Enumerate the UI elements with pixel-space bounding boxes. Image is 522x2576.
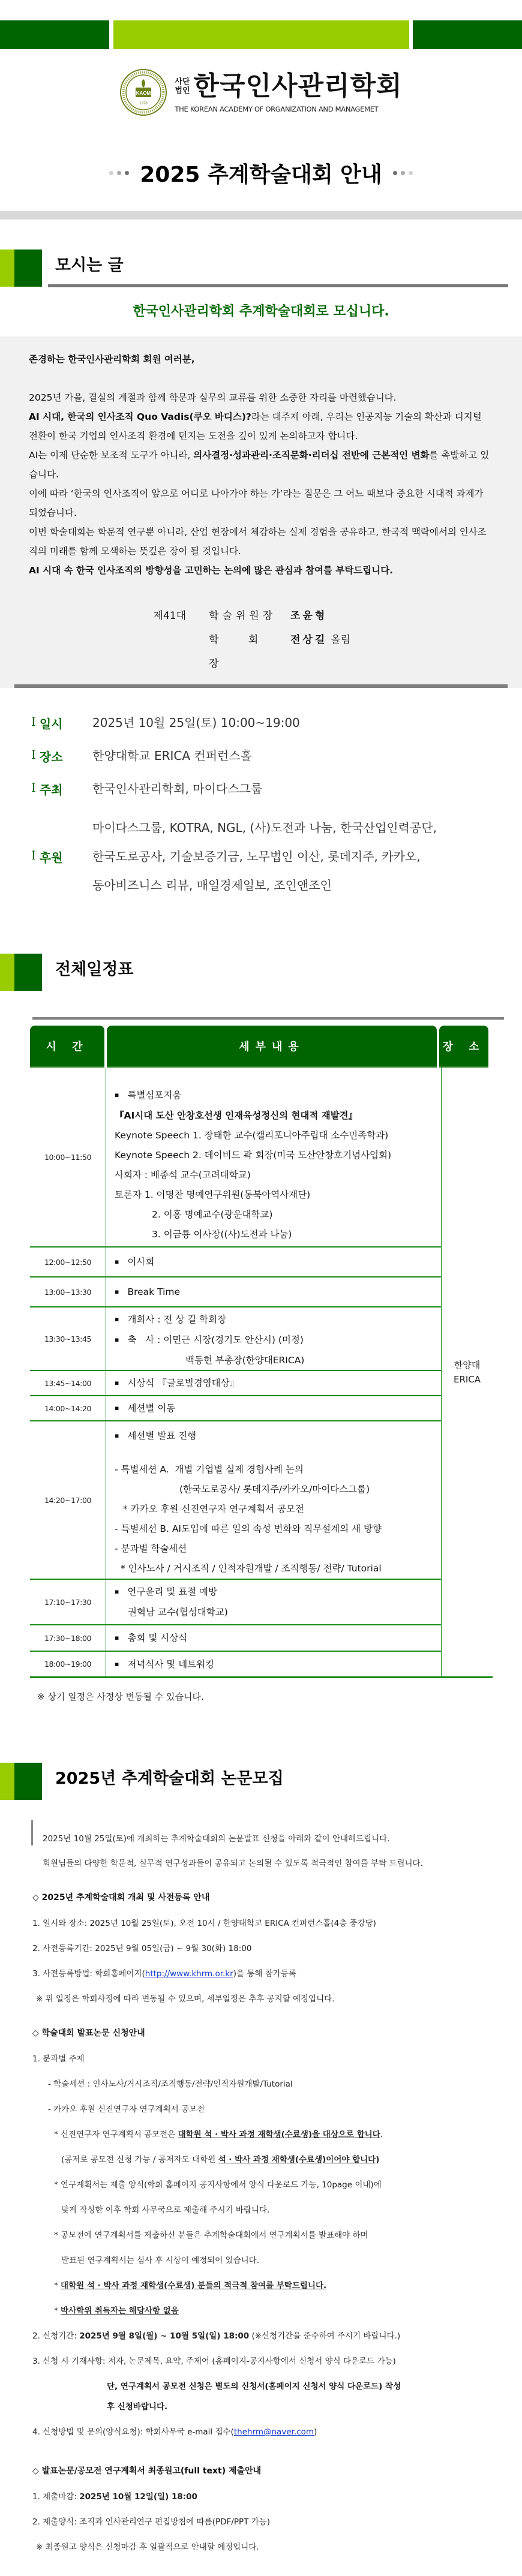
signature: 제41대 학술위원장 조윤형 학 회 장 전상길 올림: [153, 610, 351, 670]
subheading: ◇ 발표논문/공모전 연구계획서 최종원고(full text) 제출안내: [32, 2466, 262, 2476]
invitation-letter: [0, 336, 522, 688]
cfp-details: ◇ 2025년 추계학술대회 개최 및 사전등록 안내 1. 일시와 장소: 2025년 10월 25일(토), 오전 10시 / 한양대학교 ERICA 컨퍼런스홀(4층 중강당) 2. 사전등록기간: 2025년 9월 05일(금) ~ 9월 30(화) 18:00 3. 사전등록방법: 학회홈페이지(http://www.khrm.or.kr)을 통해 참가등록 ※ 위 일정은 학회사정에 따라 변동될 수 있으며, 세부일정은 추후 공지할 예정입니다. ◇ 학술대회 발표논문 신청안내 1. 분과별 주제 - 학술세션 : 인사노사/거시조직/조직행동/전략/인적자원개발/Tutorial - 카카오 후원 신진연구자 연구계획서 공모전 * 신진연구자 연구계획서 공모전은 대학원 석 · 박사 과정 재학생(수료생)을 대상으로 합니다. (공저로 공모전 신청 가능 / 공저자도 대학원 석 · 박사 과정 재학생(수료생)이어야 합니다) * 연구계획서는 제출 양식(학회 홈페이지 공지사항에서 양식 다운로드 가능, 10page 이내)에 맞게 작성한 이후 학회 사무국으로 제출해 주시기 바랍니다. * 공모전에 연구계획서를 제출하신 분들은 추계학술대회에서 연구계획서를 발표해야 하며 발표된 연구계획서는 심사 후 시상이 예정되어 있습니다. * 대학원 석 · 박사 과정 재학생(수료생) 분들의 적극적 참여를 부탁드립니다. * 박사학위 취득자는 해당사항 없음 2. 신청기간: 2025년 9월 8일(월) ~ 10월 5일(일) 18:00 (※신청기간을 준수하여 주시기 바랍니다.) 3. 신청 시 기재사항: 저자, 논문제목, 요약, 주제어 (홈페이지-공지사항에서 신청서 양식 다운로드 가능) 단, 연구계획서 공모전 신청은 별도의 신청서(홈페이지 신청서 양식 다운로드) 작성 후 신청바랍니다. 4. 신청방법 및 문의(양식요청): 학회사무국 e-mail 접수(thehrm@naver.com) ◇ 발표논문/공모전 연구계획서 최종원고(full text) 제출안내 1. 제출마감: 2025년 10월 12일(일) 18:00 2. 제출양식: 조직과 인사관리연구 편집방침에 따름(PDF/PPT 가능) ※ 최종원고 양식은 신청마감 후 일괄적으로 안내할 예정입니다.: [0, 1891, 522, 2552]
section-header-cfp: [0, 1757, 522, 1799]
logo-name-ko: 한국인사관리학회: [193, 71, 403, 101]
divider-strip: [0, 211, 522, 220]
schedule-note: ※ 상기 일정은 사정상 변동될 수 있습니다.: [37, 1691, 204, 1702]
header-time: 시 간: [30, 1026, 104, 1068]
dots-decoration-left: [109, 171, 129, 175]
logo-text: [175, 71, 402, 113]
table-row: 14:20~17:00 ▪ 세션별 발표 진행 - 특별세션 A. 개별 기업별 실제 경험사례 논의 (한국도로공사/ 롯데지주/카카오/마이다스그룹) * 카카오 후원 신진연구자 연구계획서 공모전 - 특별세션 B. AI도입에 따른 일의 속성 변화와 직무설계의 새 방향 - 분과별 학술세션 * 인사노사 / 거시조직 / 인적자원개발 / 조직행동/ 전략/ Tutorial: [30, 1421, 442, 1580]
table-row: 12:00~12:50 ▪ 이사회: [30, 1248, 442, 1278]
cfp-intro: 회원님들의 다양한 학문적, 실무적 연구성과들이 공유되고 논의될 수 있도록 적극적인 참여를 부탁 드립니다.: [43, 1859, 423, 1868]
event-info: [0, 688, 522, 927]
bar-light-green-center: [113, 20, 409, 49]
info-host: I 주최 한국인사관리학회, 마이다스그룹: [31, 780, 263, 797]
bar-dark-green-left: [0, 20, 109, 49]
svg-text:KAOM: KAOM: [136, 91, 151, 96]
dots-decoration-right: [393, 171, 413, 175]
svg-text:1978: 1978: [139, 102, 148, 106]
logo-prefix-top: 사단: [175, 77, 190, 86]
section-underline: [48, 284, 508, 287]
schedule-table: [30, 1026, 493, 1678]
info-date: I 일시 2025년 10월 25일(토) 10:00~19:00: [31, 714, 300, 731]
table-row: 18:00~19:00 ▪ 저녁식사 및 네트워킹: [30, 1652, 442, 1678]
letter-paragraph: AI는 이제 단순한 보조적 도구가 아니라, 의사결정·성과관리·조직문화·리더십 전반에 근본적인 변화를 촉발하고 있습니다.: [29, 450, 490, 480]
letter-paragraph: 이번 학술대회는 학문적 연구뿐 아니라, 산업 현장에서 체감하는 실제 경험을 공유하고, 한국적 맥락에서의 인사조직의 미래를 함께 모색하는 뜻깊은 장이 될 것입니다.: [29, 527, 487, 557]
logo: [0, 50, 522, 134]
page-title-row: [0, 134, 522, 211]
logo-prefix-bottom: 법인: [175, 86, 190, 95]
subheading: ◇ 2025년 추계학술대회 개최 및 사전등록 안내: [32, 1893, 210, 1902]
logo-name-en: THE KOREAN ACADEMY OF ORGANIZATION AND MANAGEMET: [175, 105, 379, 113]
header-place: 장 소: [439, 1026, 488, 1068]
greeting: 존경하는 한국인사관리학회 회원 여러분,: [29, 354, 195, 365]
bar-dark-green-right: [413, 20, 522, 49]
invitation-headline: 한국인사관리학회 추계학술대회로 모십니다.: [133, 304, 389, 319]
table-row: 10:00~11:50 ▪ 특별심포지움 『AI시대 도산 안창호선생 인재육성정신의 현대적 재발견』 Keynote Speech 1. 장태한 교수(캘리포니아주립대 소수민족학과) Keynote Speech 2. 데이비드 곽 회장(미국 도산안창호기념사업회) 사회자 : 배종석 교수(고려대학교) 토론자 1. 이명찬 명예연구위원(동북아역사재단) 2. 이홍 명예교수(광운대학교) 3. 이금룡 이사장((사)도전과 나눔): [30, 1068, 442, 1248]
cfp-intro: 2025년 10월 25일(토)에 개최하는 추계학술대회의 논문발표 신청을 아래와 같이 안내해드립니다.: [31, 1820, 522, 1845]
table-row: 13:00~13:30 ▪ Break Time: [30, 1278, 442, 1307]
table-header: [30, 1026, 493, 1068]
table-row: 13:45~14:00 ▪ 시상식 『글로벌경영대상』: [30, 1371, 442, 1396]
page-title: 2025 추계학술대회 안내: [140, 162, 382, 187]
top-color-bars: [0, 0, 522, 50]
table-row: 17:10~17:30 ▪ 연구윤리 및 표절 예방 권혁남 교수(협성대학교): [30, 1580, 442, 1625]
header-detail: 세부내용: [107, 1026, 437, 1068]
letter-paragraph: AI 시대, 한국의 인사조직 Quo Vadis(쿠오 바디스)?라는 대주제 아래, 우리는 인공지능 기술의 확산과 디지털 전환이 한국 기업의 인사조직 환경에 던지는 도전을 깊이 있게 논의하고자 합니다.: [29, 411, 482, 441]
section-header-schedule: [0, 948, 522, 990]
logo-prefix: [175, 77, 190, 95]
academy-emblem-icon: [119, 52, 167, 133]
place-cell: 한양대 ERICA: [442, 1068, 493, 1678]
table-row: 13:30~13:45 ▪ 개회사 : 전 상 길 학회장 ▪ 축 사 : 이민근 시장(경기도 안산시) (미정) 백동현 부총장(한양대ERICA): [30, 1307, 442, 1371]
info-sponsor: I 후원 마이다스그룹, KOTRA, NGL, (사)도전과 나눔, 한국산업인력공단, 한국도로공사, 기술보증기금, 노무법인 이산, 롯데지주, 카카오, 동아비즈니스 리뷰, 매일경제일보, 조인앤조인: [31, 820, 437, 892]
letter-paragraph: 이에 따라 ‘한국의 인사조직이 앞으로 어디로 나아가야 하는 가’라는 질문은 그 어느 때보다 중요한 시대적 과제가 되었습니다.: [29, 488, 484, 518]
section-title: 모시는 글: [55, 256, 124, 275]
letter-paragraph: AI 시대 속 한국 인사조직의 방향성을 고민하는 논의에 많은 관심과 참여를 부탁드립니다.: [29, 565, 394, 576]
schedule-divider: [32, 1017, 504, 1020]
section-header-invitation: [0, 244, 522, 285]
subheading: ◇ 학술대회 발표논문 신청안내: [32, 2028, 145, 2038]
email-link[interactable]: thehrm@naver.com: [233, 2427, 314, 2437]
info-venue: I 장소 한양대학교 ERICA 컨퍼런스홀: [31, 747, 252, 764]
section-title: 2025년 추계학술대회 논문모집: [55, 1769, 284, 1788]
table-row: 14:00~14:20 ▪ 세션별 이동: [30, 1396, 442, 1421]
section-title: 전체일정표: [55, 960, 134, 979]
table-row: 17:30~18:00 ▪ 총회 및 시상식: [30, 1625, 442, 1652]
letter-paragraph: 2025년 가을, 결실의 계절과 함께 학문과 실무의 교류를 위한 소중한 자리를 마련했습니다.: [29, 392, 397, 403]
homepage-link[interactable]: http://www.khrm.or.kr: [145, 1969, 233, 1979]
